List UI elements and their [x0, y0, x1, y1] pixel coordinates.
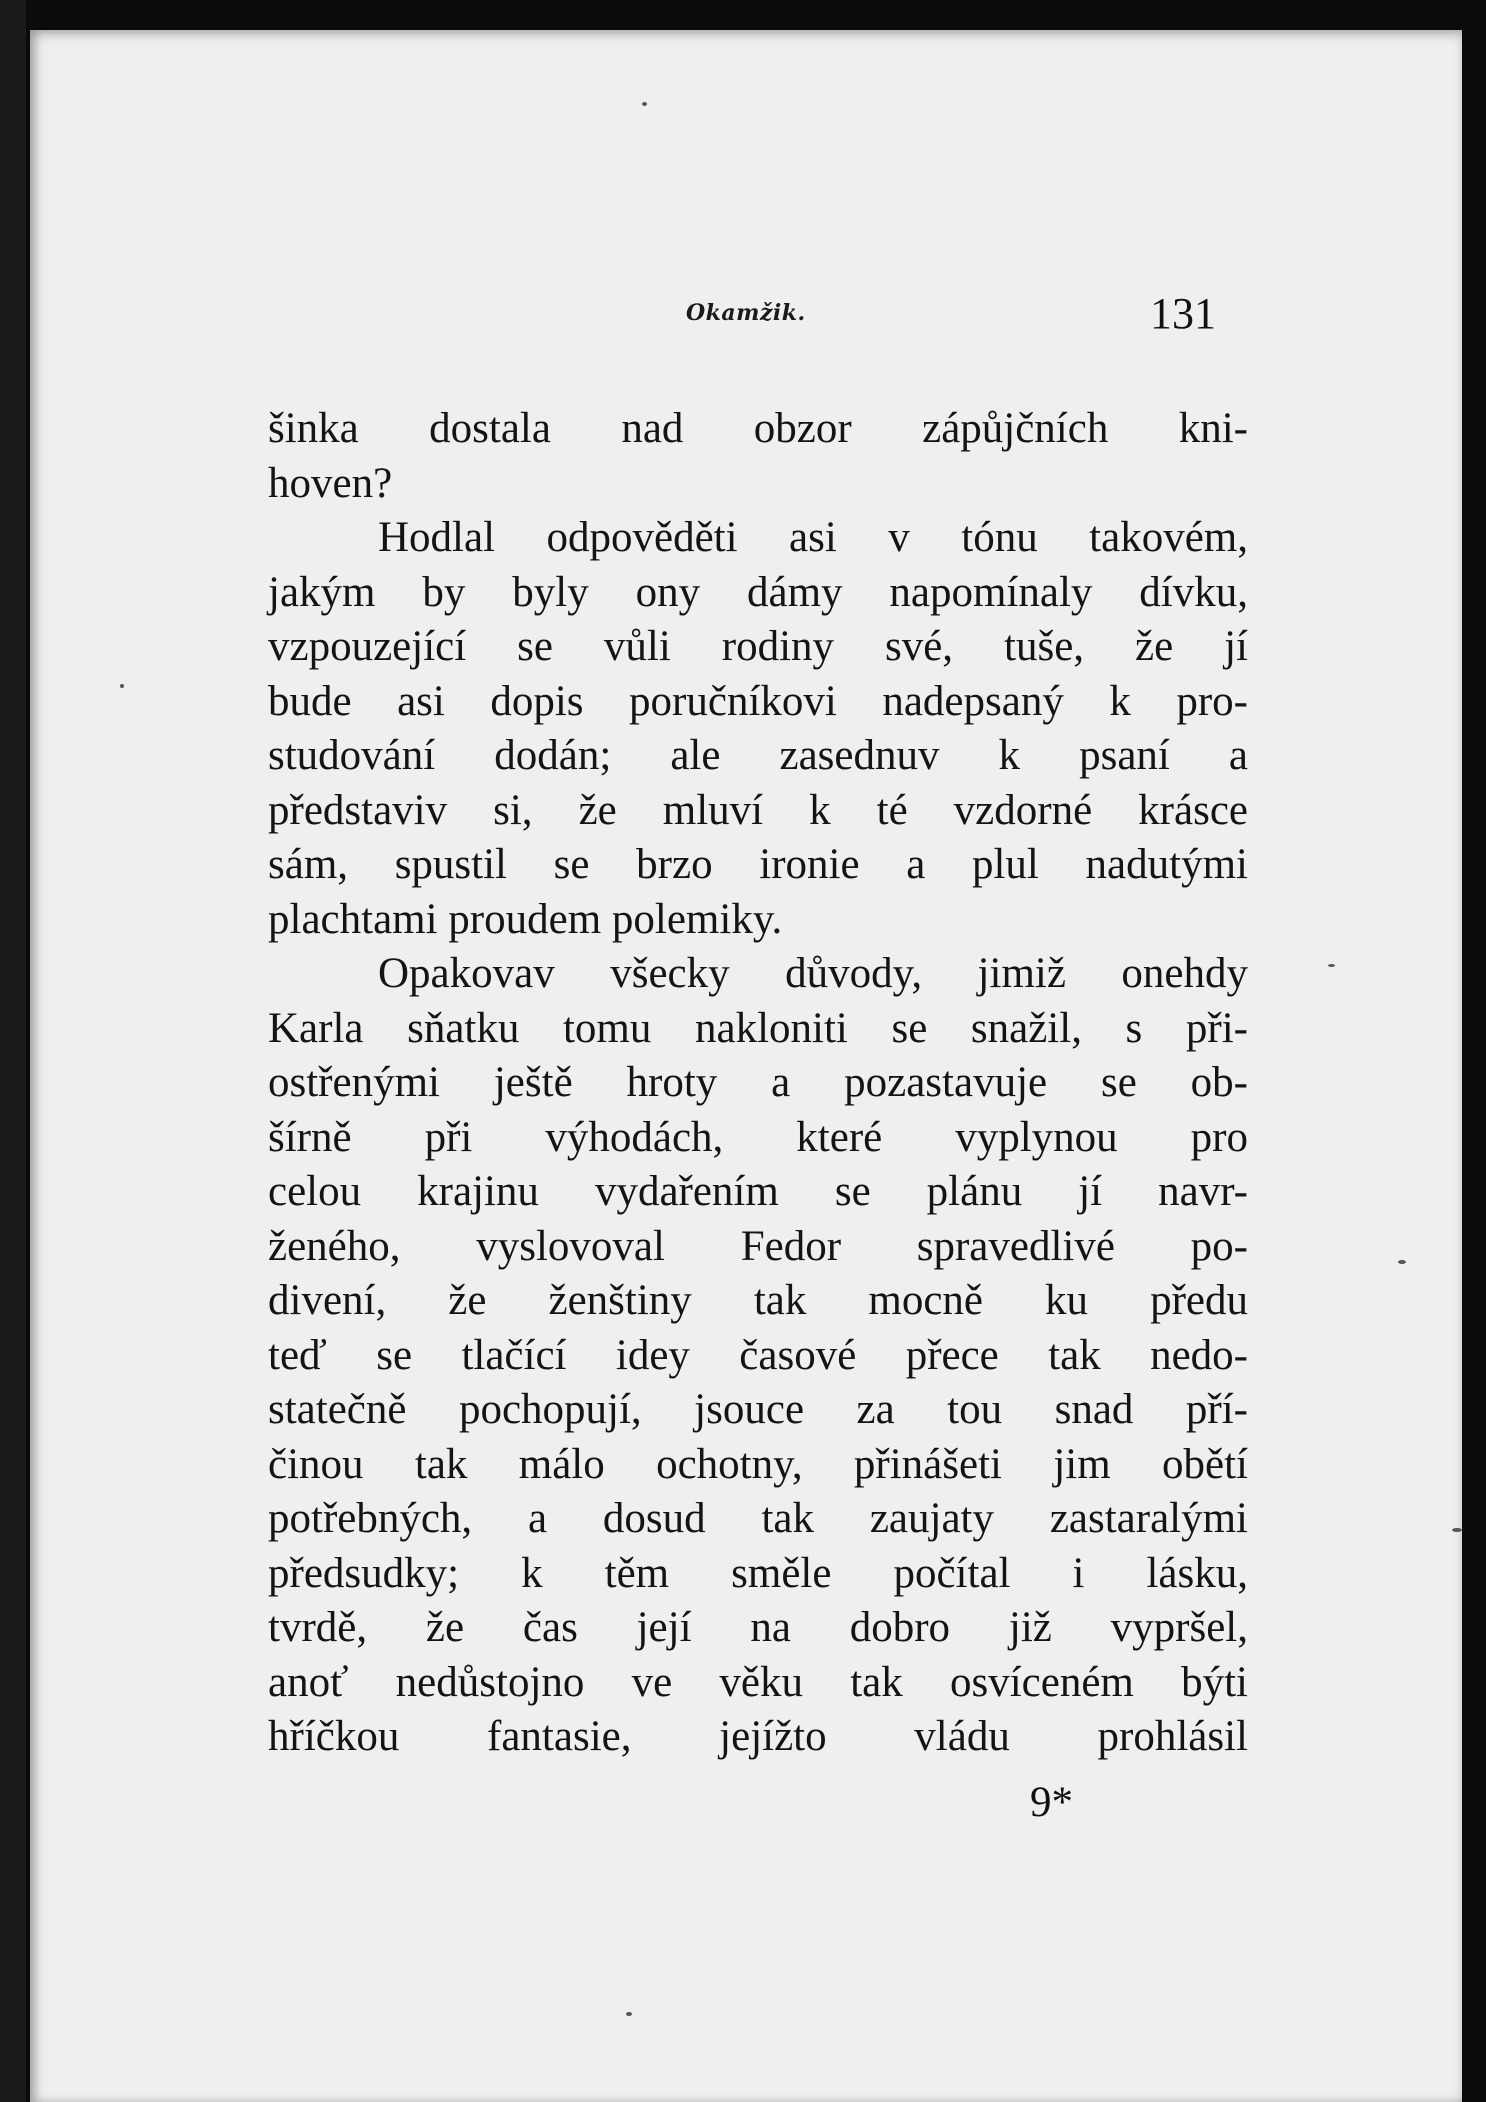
text-line: divení, že ženštiny tak mocně ku předu [268, 1277, 1248, 1324]
running-head [30, 289, 1462, 338]
book-page [30, 30, 1462, 2102]
text-line: Hodlal odpověděti asi v tónu takovém, [378, 514, 1248, 561]
text-line: předsudky; k těm směle počítal i lásku, [268, 1549, 1248, 1597]
text-line: statečně pochopují, jsouce za tou snad pří- [268, 1386, 1248, 1433]
scan-left-edge [0, 0, 26, 2102]
page-number: 131 [1150, 289, 1216, 338]
text-line: jakým by byly ony dámy napomínaly dívku, [268, 568, 1248, 616]
text-line: hříčkou fantasie, jejížto vládu prohlásil [268, 1713, 1248, 1760]
text-line: plachtami proudem polemiky. [268, 895, 783, 943]
text-line: ostřenými ještě hroty a pozastavuje se ob- [268, 1059, 1248, 1106]
running-title: Okamžik. [686, 300, 806, 326]
text-line: sám, spustil se brzo ironie a plul nadutými [268, 841, 1248, 888]
scan-speck [642, 102, 647, 106]
text-line: šírně při výhodách, které vyplynou pro [268, 1113, 1248, 1161]
body-text [268, 402, 1248, 1765]
text-line: teď se tlačící idey časové přece tak nedo- [268, 1331, 1248, 1379]
text-line: Opakovav všecky důvody, jimiž onehdy [378, 950, 1248, 997]
scan-speck [1398, 1260, 1406, 1264]
text-line: činou tak málo ochotny, přinášeti jim obětí [268, 1440, 1248, 1488]
text-line: bude asi dopis poručníkovi nadepsaný k pro- [268, 677, 1248, 725]
text-line: potřebných, a dosud tak zaujaty zastaralými [268, 1495, 1248, 1542]
text-line: tvrdě, že čas její na dobro již vypršel, [268, 1604, 1248, 1651]
signature-mark: 9* [1030, 1779, 1073, 1826]
text-line: anoť nedůstojno ve věku tak osvíceném býti [268, 1658, 1248, 1706]
scan-speck [1452, 1528, 1462, 1532]
scan-speck [1328, 964, 1335, 967]
text-line: studování dodán; ale zasednuv k psaní a [268, 732, 1248, 779]
text-line: ženého, vyslovoval Fedor spravedlivé po- [268, 1222, 1248, 1270]
text-line: Karla sňatku tomu nakloniti se snažil, s při- [268, 1004, 1248, 1052]
scan-speck [626, 2012, 632, 2016]
text-line: hoven? [268, 459, 393, 507]
page-content [30, 30, 1462, 2102]
text-line: celou krajinu vydařením se plánu jí navr- [268, 1168, 1248, 1215]
scan-speck [120, 684, 124, 688]
text-line: vzpouzející se vůli rodiny své, tuše, že jí [268, 623, 1248, 670]
text-line: šinka dostala nad obzor zápůjčních kni- [268, 405, 1248, 452]
text-line: představiv si, že mluví k té vzdorné krásce [268, 786, 1248, 834]
